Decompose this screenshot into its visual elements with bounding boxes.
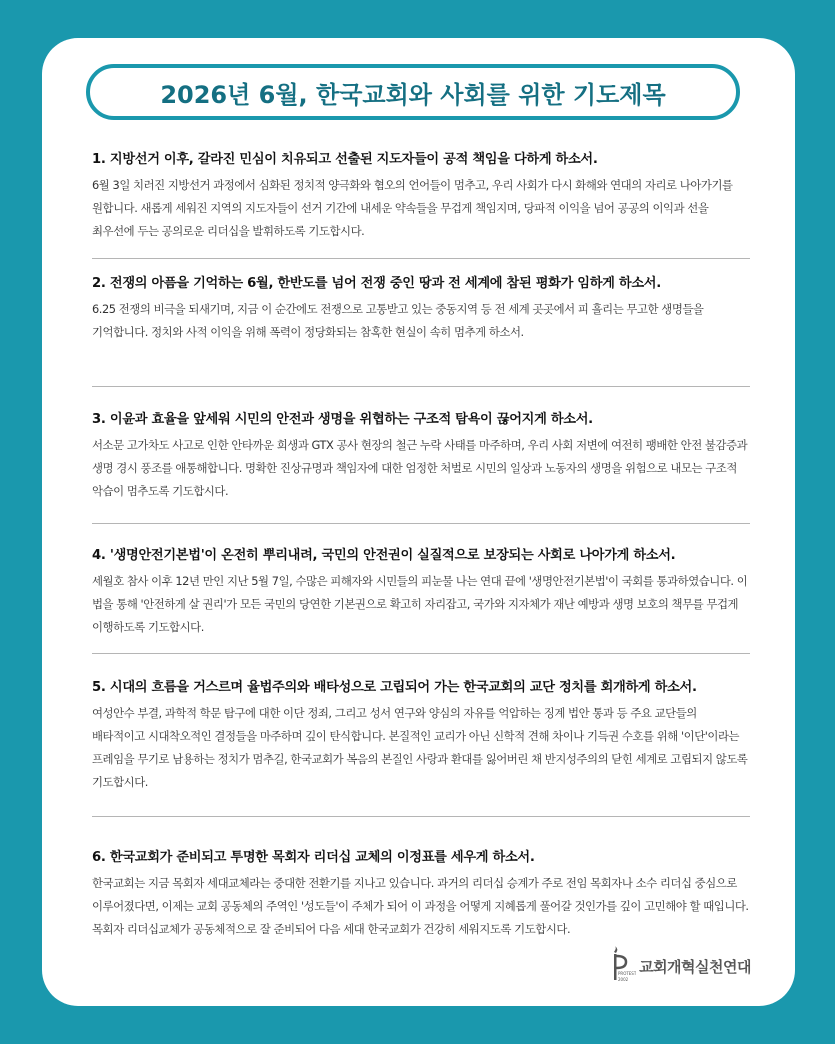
prayer-heading: 2. 전쟁의 아픔을 기억하는 6월, 한반도를 넘어 전쟁 중인 땅과 전 세계에 참된 평화가 임하게 하소서. bbox=[92, 276, 661, 291]
prayer-body: 세월호 참사 이후 12년 만인 지난 5월 7일, 수많은 피해자와 시민들의 피눈물 나는 연대 끝에 '생명안전기본법'이 국회를 통과하였습니다. 이 법을 통해 '안전하게 살 권리'가 모든 국민의 당연한 기본권으로 확고히 자리잡고, 국가와 지자체가 재난 예방과 생명 보호의 책무를 무겁게 이행하도록 기도합시다. bbox=[92, 574, 748, 634]
prayer-heading: 1. 지방선거 이후, 갈라진 민심이 치유되고 선출된 지도자들이 공적 책임을 다하게 하소서. bbox=[92, 152, 598, 167]
prayer-heading: 6. 한국교회가 준비되고 투명한 목회자 리더십 교체의 이정표를 세우게 하소서. bbox=[92, 850, 535, 865]
prayer-body: 6월 3일 치러진 지방선거 과정에서 심화된 정치적 양극화와 혐오의 언어들이 멈추고, 우리 사회가 다시 화해와 연대의 자리로 나아가기를 원합니다. 새롭게 세워진 지역의 지도자들이 선거 기간에 내세운 약속들을 무겁게 책임지며, 당파적 이익을 넘어 공공의 이익과 선을 최우선에 두는 공의로운 리더십을 발휘하도록 기도합시다. bbox=[92, 178, 733, 238]
prayer-body: 한국교회는 지금 목회자 세대교체라는 중대한 전환기를 지나고 있습니다. 과거의 리더십 승계가 주로 전임 목회자나 소수 리더십 중심으로 이루어졌다면, 이제는 교회 공동체의 주역인 '성도들'이 주체가 되어 이 과정을 어떻게 지혜롭게 풀어갈 것인가를 깊이 고민해야 할 때입니다. 목회자 리더십교체가 공동체적으로 잘 준비되어 다음 세대 한국교회가 건강히 세워지도록 기도합시다. bbox=[92, 876, 749, 936]
prayer-item-4 bbox=[92, 546, 750, 639]
organization-name: 교회개혁실천연대 bbox=[639, 957, 751, 976]
prayer-body: 서소문 고가차도 사고로 인한 안타까운 희생과 GTX 공사 현장의 철근 누락 사태를 마주하며, 우리 사회 저변에 여전히 팽배한 안전 불감증과 생명 경시 풍조를 애통해합니다. 명확한 진상규명과 책임자에 대한 엄정한 처벌로 시민의 일상과 노동자의 생명을 위험으로 내모는 구조적 악습이 멈추도록 기도합시다. bbox=[92, 438, 748, 498]
divider bbox=[92, 258, 750, 259]
prayer-body: 6.25 전쟁의 비극을 되새기며, 지금 이 순간에도 전쟁으로 고통받고 있는 중동지역 등 전 세계 곳곳에서 피 흘리는 무고한 생명들을 기억합니다. 정치와 사적 이익을 위해 폭력이 정당화되는 참혹한 현실이 속히 멈추게 하소서. bbox=[92, 302, 704, 339]
prayer-item-6 bbox=[92, 848, 750, 941]
organization-logo bbox=[606, 946, 751, 986]
divider bbox=[92, 523, 750, 524]
prayer-item-2 bbox=[92, 274, 750, 344]
logo-mark-text: PROTEST bbox=[618, 971, 637, 976]
cross-flame-icon bbox=[606, 946, 636, 986]
prayer-heading: 5. 시대의 흐름을 거스르며 율법주의와 배타성으로 고립되어 가는 한국교회의 교단 정치를 회개하게 하소서. bbox=[92, 680, 697, 695]
content-card bbox=[42, 38, 795, 1006]
page-title: 2026년 6월, 한국교회와 사회를 위한 기도제목 bbox=[86, 64, 740, 120]
divider bbox=[92, 386, 750, 387]
prayer-heading: 4. '생명안전기본법'이 온전히 뿌리내려, 국민의 안전권이 실질적으로 보장되는 사회로 나아가게 하소서. bbox=[92, 548, 676, 563]
prayer-body: 여성안수 부결, 과학적 학문 탐구에 대한 이단 정죄, 그리고 성서 연구와 양심의 자유를 억압하는 징계 법안 통과 등 주요 교단들의 배타적이고 시대착오적인 결정들을 마주하며 깊이 탄식합니다. 본질적인 교리가 아닌 신학적 견해 차이나 기득권 수호를 위해 '이단'이라는 프레임을 무기로 남용하는 정치가 멈추길, 한국교회가 복음의 본질인 사랑과 환대를 잃어버린 채 반지성주의의 닫힌 세계로 고립되지 않도록 기도합시다. bbox=[92, 706, 748, 789]
prayer-heading: 3. 이윤과 효율을 앞세워 시민의 안전과 생명을 위협하는 구조적 탐욕이 끊어지게 하소서. bbox=[92, 412, 593, 427]
divider bbox=[92, 816, 750, 817]
divider bbox=[92, 653, 750, 654]
prayer-item-1 bbox=[92, 150, 750, 243]
logo-mark-year: 2002 bbox=[618, 977, 629, 982]
prayer-item-5 bbox=[92, 678, 750, 794]
prayer-item-3 bbox=[92, 410, 750, 503]
